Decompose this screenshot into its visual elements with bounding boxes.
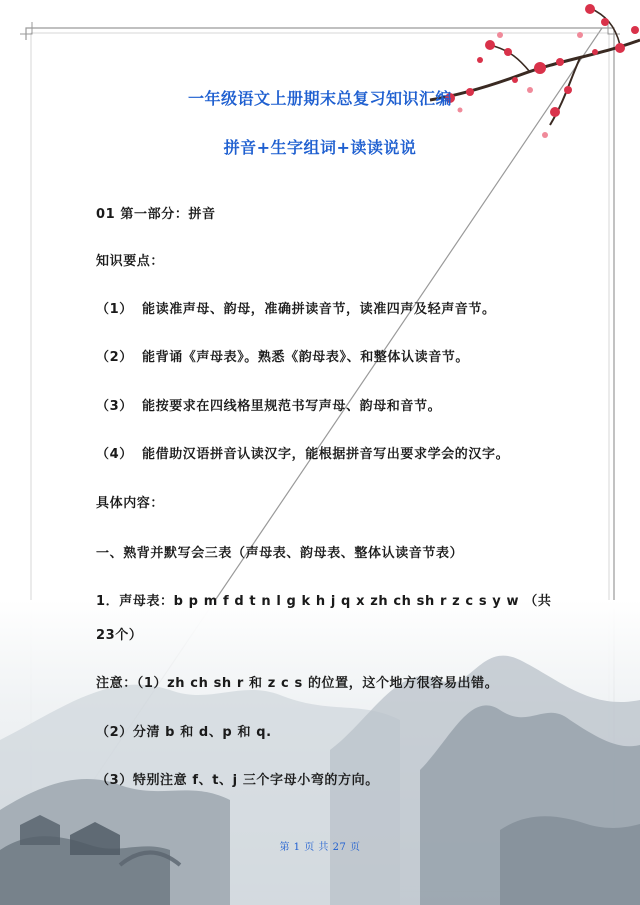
key-point-text: 能借助汉语拼音认读汉字，能根据拼音写出要求学会的汉字。 — [142, 447, 510, 462]
initials-table-line: 1．声母表：b p m f d t n l g k h j q x zh ch sh r z c s y w （共 — [96, 594, 552, 609]
ink-landscape-image — [0, 600, 640, 905]
key-point-item — [96, 346, 469, 365]
key-point-number: （3） — [96, 399, 133, 414]
page-subtitle: 拼音+生字组词+读读说说 — [223, 138, 417, 157]
key-point-item — [96, 298, 496, 317]
key-point-text: 能按要求在四线格里规范书写声母、韵母和音节。 — [142, 399, 442, 414]
note-line: （3）特别注意 f、t、j 三个字母小弯的方向。 — [96, 773, 379, 788]
key-point-number: （1） — [96, 302, 133, 317]
initials-count-line: 23个） — [96, 628, 143, 643]
key-points-label: 知识要点： — [96, 254, 165, 269]
content-label: 具体内容： — [96, 496, 165, 511]
page-number-footer: 第 1 页 共 27 页 — [279, 842, 361, 853]
key-point-text: 能读准声母、韵母，准确拼读音节，读准四声及轻声音节。 — [142, 302, 496, 317]
part-one-heading: 一、熟背并默写会三表（声母表、韵母表、整体认读音节表） — [96, 546, 464, 561]
key-point-item — [96, 395, 441, 414]
key-point-item — [96, 443, 509, 462]
section-heading: 01 第一部分：拼音 — [96, 207, 216, 222]
page-title: 一年级语文上册期末总复习知识汇编 — [187, 89, 452, 108]
note-line: （2）分清 b 和 d、p 和 q. — [96, 725, 272, 740]
key-point-number: （4） — [96, 447, 133, 462]
note-line: 注意：（1）zh ch sh r 和 z c s 的位置，这个地方很容易出错。 — [96, 676, 499, 691]
key-point-number: （2） — [96, 350, 133, 365]
key-point-text: 能背诵《声母表》。熟悉《韵母表》、和整体认读音节。 — [142, 350, 470, 365]
